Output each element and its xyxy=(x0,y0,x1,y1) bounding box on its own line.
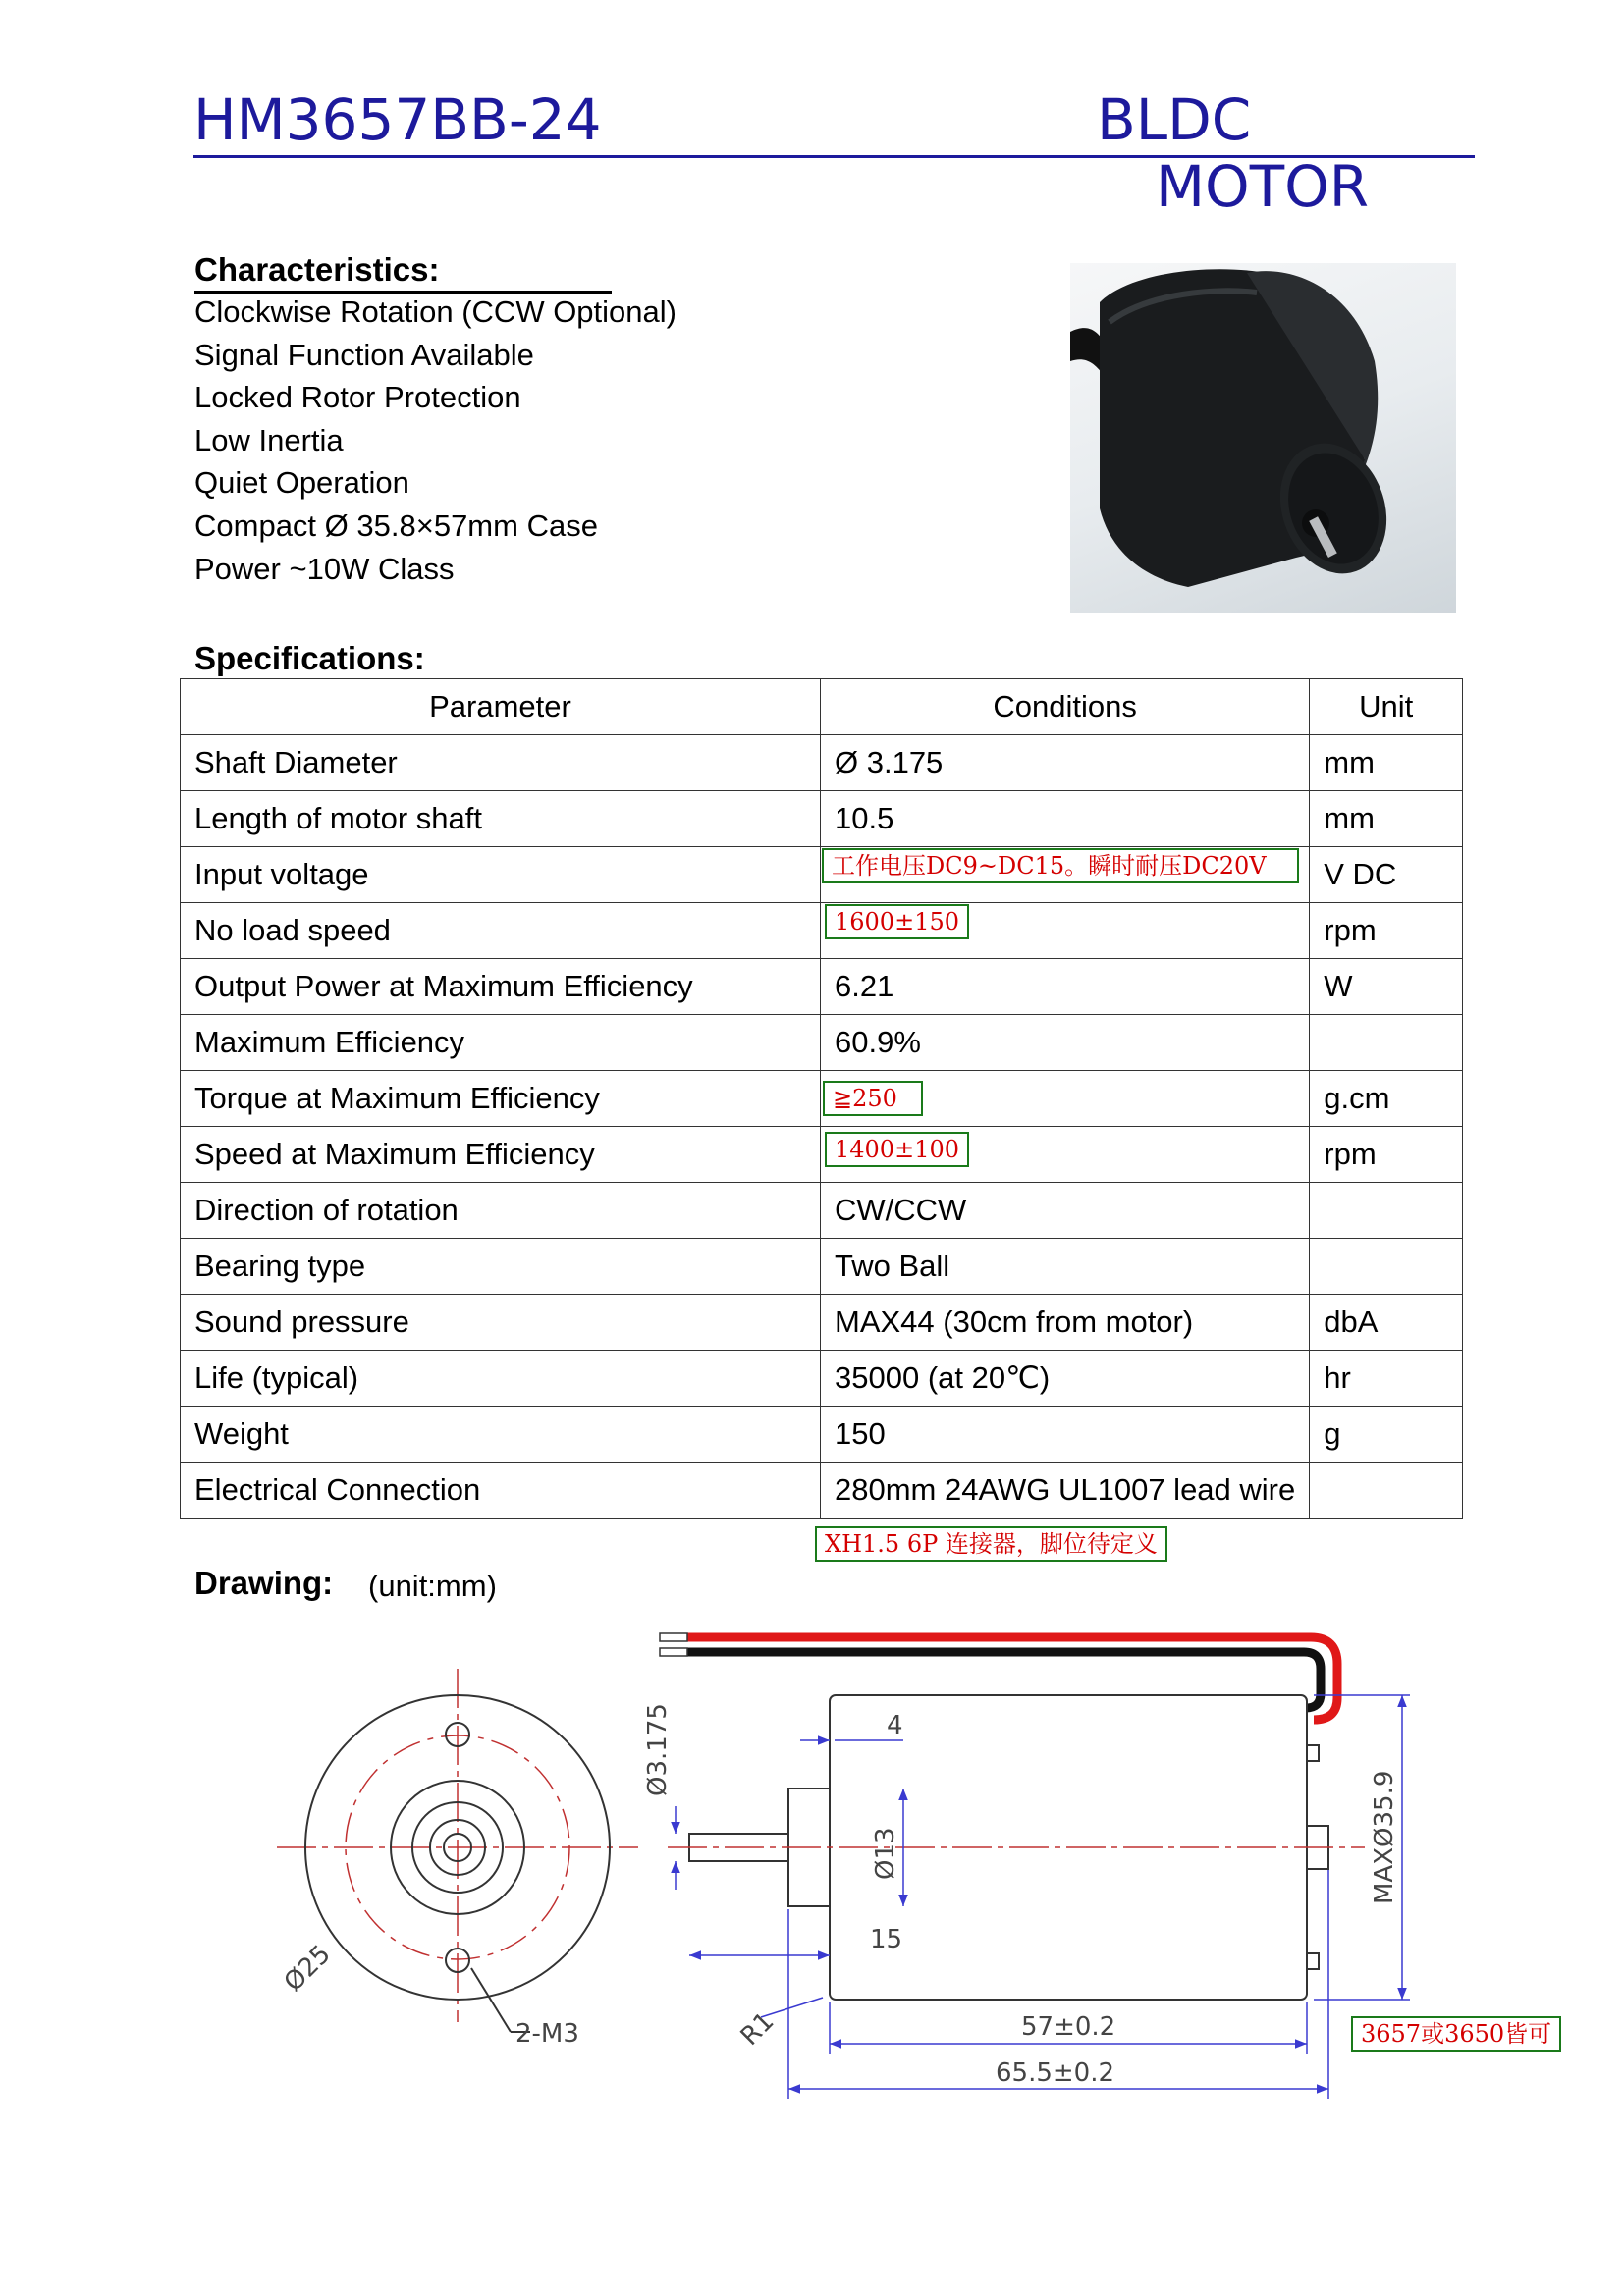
parameter-cell: Output Power at Maximum Efficiency xyxy=(181,959,821,1015)
page-header xyxy=(193,86,1475,220)
specifications-title: Specifications: xyxy=(194,640,425,676)
drawing-unit: (unit:mm) xyxy=(368,1569,497,1603)
conditions-cell: MAX44 (30cm from motor) xyxy=(821,1295,1310,1351)
boss-diameter-label: Ø13 xyxy=(871,1827,900,1880)
unit-cell: mm xyxy=(1310,791,1463,847)
unit-cell xyxy=(1310,1015,1463,1071)
unit-cell: dbA xyxy=(1310,1295,1463,1351)
lead-wires xyxy=(687,1637,1337,1720)
unit-cell: V DC xyxy=(1310,847,1463,903)
end-view xyxy=(277,1669,638,2032)
radius-label: R1 xyxy=(734,2006,781,2052)
case-length-annotation: 3657或3650皆可 xyxy=(1351,2016,1561,2052)
conditions-cell: 280mm 24AWG UL1007 lead wire xyxy=(821,1463,1310,1519)
product-type xyxy=(1097,86,1475,220)
characteristic-item: Compact Ø 35.8×57mm Case xyxy=(194,507,598,543)
drawing-title: Drawing: xyxy=(194,1565,334,1601)
parameter-cell: Weight xyxy=(181,1407,821,1463)
parameter-cell: Sound pressure xyxy=(181,1295,821,1351)
parameter-cell: Shaft Diameter xyxy=(181,735,821,791)
dim-15-label: 15 xyxy=(870,1925,903,1954)
unit-cell: W xyxy=(1310,959,1463,1015)
dim-4-label: 4 xyxy=(887,1711,903,1740)
conditions-cell: Two Ball xyxy=(821,1239,1310,1295)
conditions-cell: 6.21 xyxy=(821,959,1310,1015)
parameter-cell: No load speed xyxy=(181,903,821,959)
input-voltage-annotation: 工作电压DC9~DC15。瞬时耐压DC20V xyxy=(822,848,1299,883)
characteristics-title: Characteristics: xyxy=(194,251,612,294)
characteristic-item: Locked Rotor Protection xyxy=(194,380,521,415)
unit-cell: g xyxy=(1310,1407,1463,1463)
parameter-cell: Direction of rotation xyxy=(181,1183,821,1239)
table-row xyxy=(181,1015,1463,1071)
conditions-cell: 35000 (at 20℃) xyxy=(821,1351,1310,1407)
case-diameter-label: MAXØ35.9 xyxy=(1370,1770,1399,1904)
unit-cell xyxy=(1310,1463,1463,1519)
motor-drawing xyxy=(0,1590,1624,2120)
parameter-cell: Life (typical) xyxy=(181,1351,821,1407)
parameter-cell: Bearing type xyxy=(181,1239,821,1295)
table-row xyxy=(181,1071,1463,1127)
table-row xyxy=(181,1463,1463,1519)
parameter-cell: Electrical Connection xyxy=(181,1463,821,1519)
table-row xyxy=(181,1183,1463,1239)
table-row xyxy=(181,959,1463,1015)
unit-cell: hr xyxy=(1310,1351,1463,1407)
column-header-parameter: Parameter xyxy=(181,679,821,735)
product-type-word-2: MOTOR xyxy=(1156,153,1370,220)
unit-cell: g.cm xyxy=(1310,1071,1463,1127)
table-row xyxy=(181,1295,1463,1351)
motor-photo xyxy=(1070,263,1456,613)
model-number: HM3657BB-24 xyxy=(193,86,602,153)
characteristic-item: Clockwise Rotation (CCW Optional) xyxy=(194,294,677,329)
connector-annotation: XH1.5 6P 连接器，脚位待定义 xyxy=(815,1526,1167,1562)
parameter-cell: Speed at Maximum Efficiency xyxy=(181,1127,821,1183)
unit-cell: mm xyxy=(1310,735,1463,791)
column-header-conditions: Conditions xyxy=(821,679,1310,735)
product-type-word-1: BLDC xyxy=(1097,86,1252,153)
torque-annotation: ≧250 xyxy=(823,1081,923,1116)
characteristic-item: Quiet Operation xyxy=(194,465,409,501)
no-load-speed-annotation: 1600±150 xyxy=(825,904,969,939)
shaft-diameter-label: Ø3.175 xyxy=(643,1703,673,1796)
table-row xyxy=(181,1127,1463,1183)
side-view xyxy=(668,1695,1365,2000)
conditions-cell: 10.5 xyxy=(821,791,1310,847)
pcd-label: Ø25 xyxy=(278,1939,337,1998)
length-65-label: 65.5±0.2 xyxy=(996,2058,1115,2088)
column-header-unit: Unit xyxy=(1310,679,1463,735)
speed-max-eff-annotation: 1400±100 xyxy=(825,1132,969,1167)
characteristics-list xyxy=(194,291,677,590)
characteristic-item: Low Inertia xyxy=(194,422,344,457)
table-row xyxy=(181,903,1463,959)
specifications-table xyxy=(180,678,1463,1519)
table-row xyxy=(181,1407,1463,1463)
parameter-cell: Torque at Maximum Efficiency xyxy=(181,1071,821,1127)
characteristic-item: Power ~10W Class xyxy=(194,551,455,586)
length-57-label: 57±0.2 xyxy=(1021,2012,1116,2042)
characteristic-item: Signal Function Available xyxy=(194,337,534,372)
table-row xyxy=(181,1351,1463,1407)
unit-cell xyxy=(1310,1183,1463,1239)
conditions-cell: CW/CCW xyxy=(821,1183,1310,1239)
unit-cell: rpm xyxy=(1310,1127,1463,1183)
table-header-row xyxy=(181,679,1463,735)
conditions-cell: Ø 3.175 xyxy=(821,735,1310,791)
holes-label: 2-M3 xyxy=(515,2019,579,2049)
unit-cell xyxy=(1310,1239,1463,1295)
table-row xyxy=(181,791,1463,847)
parameter-cell: Input voltage xyxy=(181,847,821,903)
unit-cell: rpm xyxy=(1310,903,1463,959)
parameter-cell: Maximum Efficiency xyxy=(181,1015,821,1071)
conditions-cell: 150 xyxy=(821,1407,1310,1463)
parameter-cell: Length of motor shaft xyxy=(181,791,821,847)
table-row xyxy=(181,735,1463,791)
table-row xyxy=(181,1239,1463,1295)
conditions-cell: 60.9% xyxy=(821,1015,1310,1071)
